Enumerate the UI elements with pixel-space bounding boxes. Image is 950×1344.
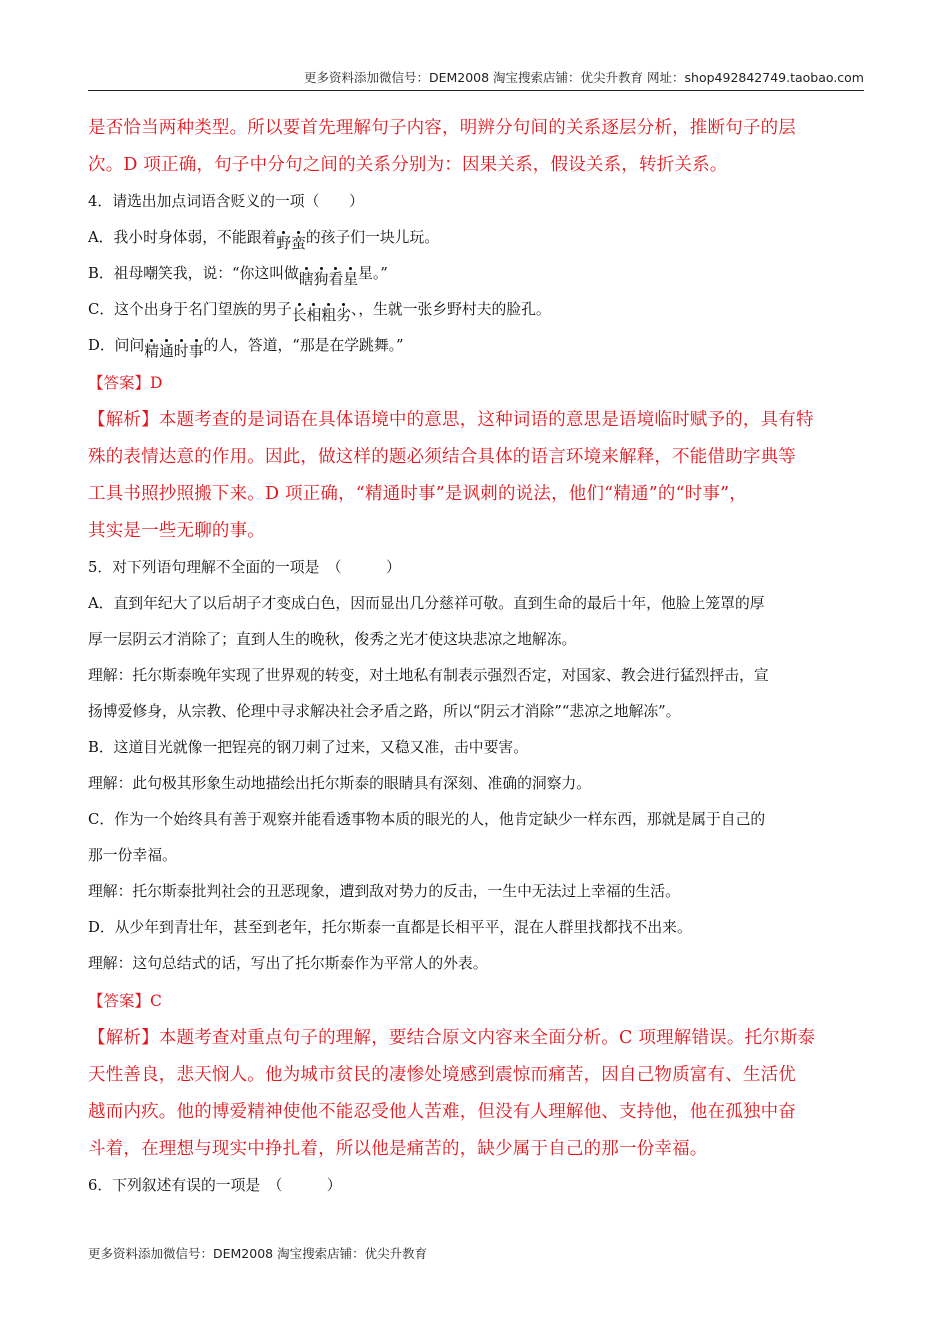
q5-option-a-understanding-1: 理解：托尔斯泰晚年实现了世界观的转变，对土地私有制表示强烈否定，对国家、教会进行猛烈抨击，宣	[88, 667, 769, 684]
dotted-char: 星	[343, 271, 359, 288]
q5-answer: 【答案】C	[88, 992, 162, 1010]
dotted-char: 狗	[313, 271, 329, 288]
explanation-tag: 【解析】	[88, 410, 159, 430]
q4-stem: 4．请选出加点词语含贬义的一项（ ）	[88, 193, 364, 210]
q5-option-d: D．从少年到青壮年，甚至到老年，托尔斯泰一直都是长相平平，混在人群里找都找不出来。	[88, 919, 692, 936]
dotted-char: 蛮	[291, 235, 306, 252]
dotted-char: 看	[328, 271, 344, 288]
dotted-char: 野	[276, 235, 292, 252]
q5-option-a-understanding-2: 扬博爱修身，从宗教、伦理中寻求解决社会矛盾之路，所以“阴云才消除”“悲凉之地解冻”。	[88, 703, 681, 720]
dotted-char: 事	[188, 343, 204, 360]
q4-option-b: B．祖母嘲笑我，说：“你这叫做瞎狗看星星。”	[88, 265, 388, 288]
q5-option-c-understanding: 理解：托尔斯泰批判社会的丑恶现象，遭到敌对势力的反击，一生中无法过上幸福的生活。	[88, 883, 680, 900]
q4-option-a: A．我小时身体弱，不能跟着野蛮的孩子们一块儿玩。	[88, 229, 440, 252]
dotted-char: 相	[306, 307, 322, 324]
q5-option-c-line-2: 那一份幸福。	[88, 847, 177, 864]
q5-option-a-line-2: 厚一层阴云才消除了；直到人生的晚秋，俊秀之光才使这块悲凉之地解冻。	[88, 631, 577, 648]
q5-option-b-understanding: 理解：此句极其形象生动地描绘出托尔斯泰的眼睛具有深刻、准确的洞察力。	[88, 775, 592, 792]
continued-explanation-line-1: 是否恰当两种类型。所以要首先理解句子内容，明辨分句间的关系逐层分析，推断句子的层	[88, 118, 796, 138]
continued-explanation-line-2: 次。D 项正确，句子中分句之间的关系分别为：因果关系，假设关系，转折关系。	[88, 155, 728, 175]
q5-option-b: B．这道目光就像一把锃亮的钢刀刺了过来，又稳又准，击中要害。	[88, 739, 528, 756]
q4-option-c: C．这个出身于名门望族的男子长相粗劣、，生就一张乡野村夫的脸孔。	[88, 301, 551, 324]
dotted-char: 精	[144, 343, 160, 360]
page-content	[88, 110, 864, 1204]
q5-option-c-line-1: C．作为一个始终具有善于观察并能看透事物本质的眼光的人，他肯定缺少一样东西，那就是属于自己的	[88, 811, 766, 828]
q6-stem: 6．下列叙述有误的一项是 （ ）	[88, 1177, 342, 1194]
dotted-char: 通	[159, 343, 174, 360]
q4-answer: 【答案】D	[88, 374, 163, 392]
q5-option-a-line-1: A．直到年纪大了以后胡子才变成白色，因而显出几分慈祥可敬。直到生命的最后十年，他脸上笼罩的厚	[88, 595, 765, 612]
dotted-char: 时	[173, 343, 189, 360]
dotted-char: 瞎	[298, 271, 314, 288]
q4-explanation: 【解析】本题考查的是词语在具体语境中的意思，这种词语的意思是语境临时赋予的，具有特 殊的表情达意的作用。因此，做这样的题必须结合具体的语言环境来解释，不能借助字典等 工具书照抄照搬下来。D 项正确，“精通时事”是讽刺的说法，他们“精通”的“时事”， 其实是一些无聊的事。	[88, 410, 814, 541]
dotted-char: 劣	[336, 307, 351, 324]
dotted-char: 长	[291, 307, 307, 324]
q5-explanation: 【解析】本题考查对重点句子的理解，要结合原文内容来全面分析。C 项理解错误。托尔斯泰 天性善良，悲天悯人。他为城市贫民的凄惨处境感到震惊而痛苦，因自己物质富有、生活优 越而内疚。他的博爱精神使他不能忍受他人苦难，但没有人理解他、支持他，他在孤独中奋 斗着，在理想与现实中挣扎着，所以他是痛苦的，缺少属于自己的那一份幸福。	[88, 1028, 816, 1159]
q4-option-d: D．问问精通时事的人，答道，“那是在学跳舞。”	[88, 337, 404, 360]
q5-stem: 5．对下列语句理解不全面的一项是 （ ）	[88, 559, 401, 576]
page-footer: 更多资料添加微信号：DEM2008 淘宝搜索店铺：优尖升教育	[88, 1246, 428, 1261]
dotted-char: 粗	[321, 307, 337, 324]
explanation-tag: 【解析】	[88, 1028, 159, 1048]
page-header: 更多资料添加微信号：DEM2008 淘宝搜索店铺：优尖升教育 网址：shop492842749.taobao.com	[88, 68, 864, 91]
q5-option-d-understanding: 理解：这句总结式的话，写出了托尔斯泰作为平常人的外表。	[88, 955, 488, 972]
